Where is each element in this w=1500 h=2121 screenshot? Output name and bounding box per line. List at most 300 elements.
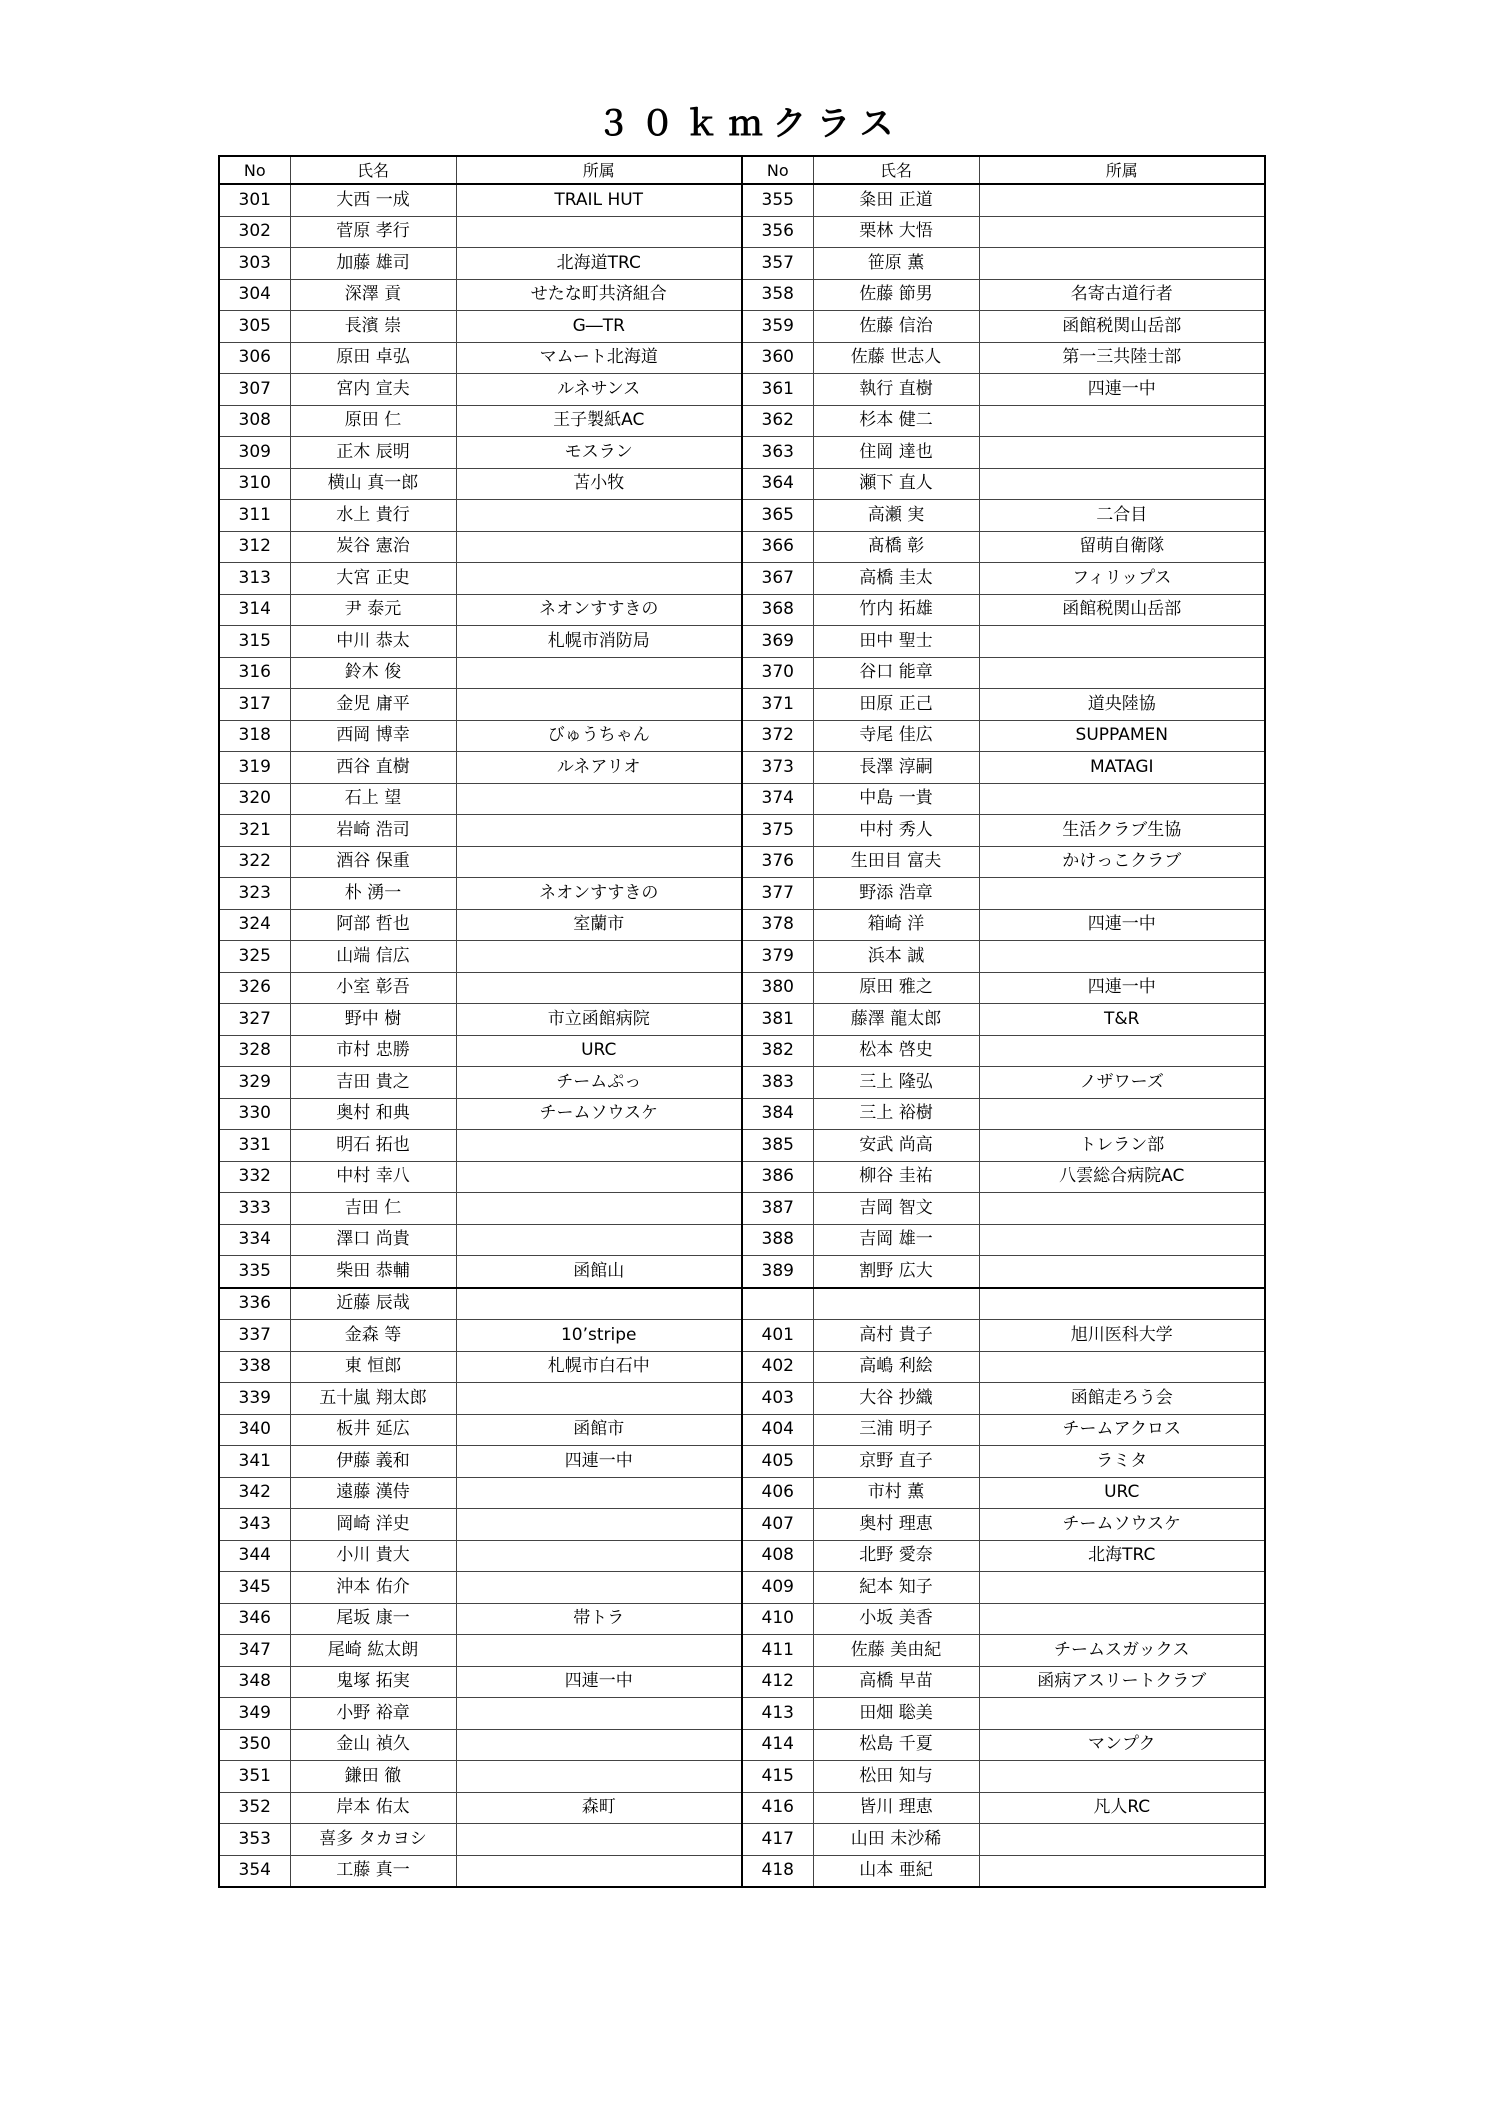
right-name-cell: 中村 秀人: [813, 815, 979, 847]
right-name-cell: 三上 隆弘: [813, 1067, 979, 1099]
right-name-cell: 市村 薫: [813, 1477, 979, 1509]
left-no-cell: 311: [219, 500, 290, 532]
left-affiliation-cell: [456, 1855, 742, 1887]
right-no-cell: 363: [742, 437, 813, 469]
right-name-cell: 高橋 圭太: [813, 563, 979, 595]
left-name-cell: 原田 卓弘: [290, 342, 456, 374]
right-no-cell: 403: [742, 1383, 813, 1415]
right-no-cell: 404: [742, 1414, 813, 1446]
table-row: [219, 374, 1265, 406]
table-row: [219, 1855, 1265, 1887]
left-no-cell: 345: [219, 1572, 290, 1604]
left-no-cell: 330: [219, 1098, 290, 1130]
left-no-cell: 348: [219, 1666, 290, 1698]
right-no-cell: 358: [742, 279, 813, 311]
left-no-cell: 347: [219, 1635, 290, 1667]
table-row: [219, 1098, 1265, 1130]
left-name-cell: 金山 禎久: [290, 1729, 456, 1761]
table-row: [219, 1288, 1265, 1320]
table-row: [219, 1446, 1265, 1478]
left-affiliation-cell: 苫小牧: [456, 468, 742, 500]
left-name-cell: 岩崎 浩司: [290, 815, 456, 847]
left-no-cell: 317: [219, 689, 290, 721]
left-affiliation-cell: [456, 563, 742, 595]
left-affiliation-cell: [456, 1161, 742, 1193]
left-affiliation-cell: [456, 216, 742, 248]
left-no-cell: 332: [219, 1161, 290, 1193]
left-name-cell: 吉田 仁: [290, 1193, 456, 1225]
left-affiliation-cell: マムート北海道: [456, 342, 742, 374]
left-no-cell: 351: [219, 1761, 290, 1793]
entry-table: [218, 155, 1266, 1888]
right-name-cell: 田原 正己: [813, 689, 979, 721]
left-affiliation-cell: [456, 500, 742, 532]
left-affiliation-cell: TRAIL HUT: [456, 184, 742, 216]
right-affiliation-cell: [979, 468, 1265, 500]
table-row: [219, 311, 1265, 343]
table-row: [219, 626, 1265, 658]
left-no-cell: 308: [219, 405, 290, 437]
right-name-cell: 野添 浩章: [813, 878, 979, 910]
right-affiliation-cell: [979, 1824, 1265, 1856]
right-name-cell: 佐藤 信治: [813, 311, 979, 343]
right-no-cell: 374: [742, 783, 813, 815]
left-name-cell: 小室 彰吾: [290, 972, 456, 1004]
right-no-cell: 370: [742, 657, 813, 689]
left-affiliation-cell: ネオンすすきの: [456, 878, 742, 910]
left-no-cell: 313: [219, 563, 290, 595]
left-affiliation-cell: チームソウスケ: [456, 1098, 742, 1130]
left-name-cell: 沖本 佑介: [290, 1572, 456, 1604]
header-affiliation: 所属: [979, 156, 1265, 184]
left-name-cell: 喜多 タカヨシ: [290, 1824, 456, 1856]
right-name-cell: 寺尾 佳広: [813, 720, 979, 752]
left-no-cell: 327: [219, 1004, 290, 1036]
right-name-cell: 竹内 拓雄: [813, 594, 979, 626]
left-no-cell: 323: [219, 878, 290, 910]
right-name-cell: 山田 未沙稀: [813, 1824, 979, 1856]
table-row: [219, 1509, 1265, 1541]
right-name-cell: 皆川 理恵: [813, 1792, 979, 1824]
left-affiliation-cell: [456, 783, 742, 815]
left-affiliation-cell: [456, 1130, 742, 1162]
table-row: [219, 405, 1265, 437]
right-name-cell: 小坂 美香: [813, 1603, 979, 1635]
right-name-cell: 三浦 明子: [813, 1414, 979, 1446]
left-name-cell: 工藤 真一: [290, 1855, 456, 1887]
right-no-cell: 386: [742, 1161, 813, 1193]
table-row: [219, 815, 1265, 847]
left-affiliation-cell: 王子製紙AC: [456, 405, 742, 437]
right-no-cell: 413: [742, 1698, 813, 1730]
left-affiliation-cell: [456, 1193, 742, 1225]
right-name-cell: 奥村 理恵: [813, 1509, 979, 1541]
left-no-cell: 341: [219, 1446, 290, 1478]
right-no-cell: 356: [742, 216, 813, 248]
right-affiliation-cell: 北海TRC: [979, 1540, 1265, 1572]
left-affiliation-cell: 四連一中: [456, 1446, 742, 1478]
left-name-cell: 小野 裕章: [290, 1698, 456, 1730]
header-no: No: [742, 156, 813, 184]
right-affiliation-cell: [979, 1698, 1265, 1730]
table-row: [219, 972, 1265, 1004]
right-name-cell: 瀬下 直人: [813, 468, 979, 500]
left-affiliation-cell: [456, 1383, 742, 1415]
right-no-cell: 409: [742, 1572, 813, 1604]
left-no-cell: 319: [219, 752, 290, 784]
right-name-cell: 高橋 早苗: [813, 1666, 979, 1698]
page-title: ３０ｋｍクラス: [596, 104, 904, 144]
left-affiliation-cell: [456, 1224, 742, 1256]
right-affiliation-cell: 二合目: [979, 500, 1265, 532]
header-name: 氏名: [290, 156, 456, 184]
right-no-cell: 367: [742, 563, 813, 595]
left-no-cell: 304: [219, 279, 290, 311]
table-row: [219, 1320, 1265, 1352]
right-no-cell: 385: [742, 1130, 813, 1162]
left-no-cell: 335: [219, 1256, 290, 1288]
right-no-cell: 379: [742, 941, 813, 973]
right-name-cell: 谷口 能章: [813, 657, 979, 689]
right-no-cell: 369: [742, 626, 813, 658]
left-affiliation-cell: [456, 1509, 742, 1541]
left-affiliation-cell: [456, 531, 742, 563]
right-no-cell: 364: [742, 468, 813, 500]
right-name-cell: 田畑 聡美: [813, 1698, 979, 1730]
right-affiliation-cell: [979, 405, 1265, 437]
left-no-cell: 353: [219, 1824, 290, 1856]
right-affiliation-cell: MATAGI: [979, 752, 1265, 784]
left-name-cell: 山端 信広: [290, 941, 456, 973]
left-affiliation-cell: [456, 815, 742, 847]
table-row: [219, 783, 1265, 815]
table-row: [219, 878, 1265, 910]
right-no-cell: 387: [742, 1193, 813, 1225]
left-no-cell: 338: [219, 1351, 290, 1383]
right-affiliation-cell: [979, 1603, 1265, 1635]
right-no-cell: 405: [742, 1446, 813, 1478]
right-affiliation-cell: [979, 878, 1265, 910]
right-name-cell: 佐藤 世志人: [813, 342, 979, 374]
left-no-cell: 339: [219, 1383, 290, 1415]
table-row: [219, 1224, 1265, 1256]
right-affiliation-cell: T&R: [979, 1004, 1265, 1036]
right-affiliation-cell: トレラン部: [979, 1130, 1265, 1162]
table-row: [219, 1130, 1265, 1162]
right-name-cell: 北野 愛奈: [813, 1540, 979, 1572]
right-no-cell: 371: [742, 689, 813, 721]
left-no-cell: 307: [219, 374, 290, 406]
left-affiliation-cell: チームぷっ: [456, 1067, 742, 1099]
right-affiliation-cell: チームアクロス: [979, 1414, 1265, 1446]
left-name-cell: 金森 等: [290, 1320, 456, 1352]
right-no-cell: 408: [742, 1540, 813, 1572]
right-name-cell: 三上 裕樹: [813, 1098, 979, 1130]
right-no-cell: 384: [742, 1098, 813, 1130]
left-affiliation-cell: モスラン: [456, 437, 742, 469]
right-affiliation-cell: [979, 1572, 1265, 1604]
left-no-cell: 301: [219, 184, 290, 216]
right-no-cell: 383: [742, 1067, 813, 1099]
left-name-cell: 尾崎 紘太朗: [290, 1635, 456, 1667]
right-no-cell: 373: [742, 752, 813, 784]
right-name-cell: 松島 千夏: [813, 1729, 979, 1761]
right-affiliation-cell: [979, 437, 1265, 469]
left-no-cell: 310: [219, 468, 290, 500]
left-no-cell: 329: [219, 1067, 290, 1099]
right-name-cell: 大谷 抄織: [813, 1383, 979, 1415]
left-name-cell: 阿部 哲也: [290, 909, 456, 941]
table-row: [219, 752, 1265, 784]
right-affiliation-cell: マンプク: [979, 1729, 1265, 1761]
right-affiliation-cell: [979, 248, 1265, 280]
left-affiliation-cell: 市立函館病院: [456, 1004, 742, 1036]
left-affiliation-cell: [456, 1761, 742, 1793]
left-no-cell: 352: [219, 1792, 290, 1824]
header-name: 氏名: [813, 156, 979, 184]
table-row: [219, 720, 1265, 752]
right-no-cell: 377: [742, 878, 813, 910]
right-affiliation-cell: [979, 1224, 1265, 1256]
right-no-cell: [742, 1288, 813, 1320]
right-no-cell: 360: [742, 342, 813, 374]
left-affiliation-cell: [456, 689, 742, 721]
right-no-cell: 407: [742, 1509, 813, 1541]
right-no-cell: 416: [742, 1792, 813, 1824]
left-no-cell: 303: [219, 248, 290, 280]
left-name-cell: 鎌田 徹: [290, 1761, 456, 1793]
right-affiliation-cell: SUPPAMEN: [979, 720, 1265, 752]
right-no-cell: 376: [742, 846, 813, 878]
right-no-cell: 375: [742, 815, 813, 847]
table-row: [219, 1477, 1265, 1509]
right-affiliation-cell: 八雲総合病院AC: [979, 1161, 1265, 1193]
table-row: [219, 1729, 1265, 1761]
table-row: [219, 248, 1265, 280]
left-affiliation-cell: [456, 1698, 742, 1730]
table-row: [219, 1256, 1265, 1288]
table-row: [219, 1761, 1265, 1793]
left-no-cell: 333: [219, 1193, 290, 1225]
right-affiliation-cell: チームスガックス: [979, 1635, 1265, 1667]
left-no-cell: 309: [219, 437, 290, 469]
left-no-cell: 328: [219, 1035, 290, 1067]
right-affiliation-cell: 名寄古道行者: [979, 279, 1265, 311]
right-name-cell: 高嶋 利絵: [813, 1351, 979, 1383]
left-affiliation-cell: びゅうちゃん: [456, 720, 742, 752]
table-row: [219, 846, 1265, 878]
left-no-cell: 316: [219, 657, 290, 689]
table-row: [219, 689, 1265, 721]
left-affiliation-cell: 函館市: [456, 1414, 742, 1446]
left-no-cell: 321: [219, 815, 290, 847]
right-no-cell: 388: [742, 1224, 813, 1256]
right-name-cell: 京野 直子: [813, 1446, 979, 1478]
left-name-cell: 遠藤 漢侍: [290, 1477, 456, 1509]
left-name-cell: 深澤 貢: [290, 279, 456, 311]
table-row: [219, 1193, 1265, 1225]
right-name-cell: 栗林 大悟: [813, 216, 979, 248]
right-affiliation-cell: [979, 1035, 1265, 1067]
right-name-cell: 柳谷 圭祐: [813, 1161, 979, 1193]
table-row: [219, 1035, 1265, 1067]
right-affiliation-cell: [979, 941, 1265, 973]
left-no-cell: 349: [219, 1698, 290, 1730]
left-affiliation-cell: 室蘭市: [456, 909, 742, 941]
left-no-cell: 305: [219, 311, 290, 343]
right-no-cell: 389: [742, 1256, 813, 1288]
left-name-cell: 明石 拓也: [290, 1130, 456, 1162]
right-name-cell: 原田 雅之: [813, 972, 979, 1004]
right-affiliation-cell: かけっこクラブ: [979, 846, 1265, 878]
left-name-cell: 炭谷 憲治: [290, 531, 456, 563]
table-row: [219, 1004, 1265, 1036]
right-affiliation-cell: 四連一中: [979, 374, 1265, 406]
left-no-cell: 331: [219, 1130, 290, 1162]
left-name-cell: 小川 貴大: [290, 1540, 456, 1572]
right-affiliation-cell: 四連一中: [979, 909, 1265, 941]
left-name-cell: 加藤 雄司: [290, 248, 456, 280]
table-row: [219, 1540, 1265, 1572]
left-no-cell: 343: [219, 1509, 290, 1541]
left-name-cell: 朴 湧一: [290, 878, 456, 910]
left-name-cell: 吉田 貴之: [290, 1067, 456, 1099]
left-no-cell: 344: [219, 1540, 290, 1572]
right-no-cell: 410: [742, 1603, 813, 1635]
right-no-cell: 357: [742, 248, 813, 280]
left-affiliation-cell: 函館山: [456, 1256, 742, 1288]
right-affiliation-cell: [979, 1761, 1265, 1793]
left-name-cell: 菅原 孝行: [290, 216, 456, 248]
right-affiliation-cell: [979, 216, 1265, 248]
table-row: [219, 909, 1265, 941]
left-name-cell: 大西 一成: [290, 184, 456, 216]
left-name-cell: 野中 樹: [290, 1004, 456, 1036]
right-no-cell: 380: [742, 972, 813, 1004]
right-no-cell: 402: [742, 1351, 813, 1383]
right-affiliation-cell: 道央陸協: [979, 689, 1265, 721]
right-no-cell: 411: [742, 1635, 813, 1667]
left-name-cell: 伊藤 義和: [290, 1446, 456, 1478]
left-no-cell: 314: [219, 594, 290, 626]
header-affiliation: 所属: [456, 156, 742, 184]
right-name-cell: 高村 貴子: [813, 1320, 979, 1352]
left-affiliation-cell: [456, 1729, 742, 1761]
right-affiliation-cell: [979, 1288, 1265, 1320]
table-row: [219, 1067, 1265, 1099]
right-affiliation-cell: [979, 1351, 1265, 1383]
right-affiliation-cell: チームソウスケ: [979, 1509, 1265, 1541]
table-row: [219, 279, 1265, 311]
table-row: [219, 563, 1265, 595]
table-header-row: [219, 156, 1265, 184]
right-affiliation-cell: [979, 626, 1265, 658]
right-name-cell: 紀本 知子: [813, 1572, 979, 1604]
left-name-cell: 水上 貴行: [290, 500, 456, 532]
right-no-cell: 412: [742, 1666, 813, 1698]
right-affiliation-cell: [979, 184, 1265, 216]
right-no-cell: 355: [742, 184, 813, 216]
left-no-cell: 320: [219, 783, 290, 815]
right-name-cell: 箱崎 洋: [813, 909, 979, 941]
right-name-cell: 吉岡 雄一: [813, 1224, 979, 1256]
right-no-cell: 417: [742, 1824, 813, 1856]
left-affiliation-cell: ルネアリオ: [456, 752, 742, 784]
left-name-cell: 鬼塚 拓実: [290, 1666, 456, 1698]
right-name-cell: 松田 知与: [813, 1761, 979, 1793]
table-row: [219, 1792, 1265, 1824]
left-name-cell: 石上 望: [290, 783, 456, 815]
table-row: [219, 1383, 1265, 1415]
left-name-cell: 尹 泰元: [290, 594, 456, 626]
left-no-cell: 318: [219, 720, 290, 752]
left-no-cell: 336: [219, 1288, 290, 1320]
right-no-cell: 414: [742, 1729, 813, 1761]
right-affiliation-cell: ラミタ: [979, 1446, 1265, 1478]
left-affiliation-cell: [456, 1288, 742, 1320]
left-name-cell: 西岡 博幸: [290, 720, 456, 752]
right-affiliation-cell: 第一三共陸士部: [979, 342, 1265, 374]
left-affiliation-cell: [456, 657, 742, 689]
right-affiliation-cell: 留萌自衛隊: [979, 531, 1265, 563]
left-affiliation-cell: [456, 941, 742, 973]
table-row: [219, 1603, 1265, 1635]
right-no-cell: 365: [742, 500, 813, 532]
table-row: [219, 1351, 1265, 1383]
right-affiliation-cell: [979, 1855, 1265, 1887]
table-row: [219, 1666, 1265, 1698]
right-name-cell: 浜本 誠: [813, 941, 979, 973]
left-name-cell: 澤口 尚貴: [290, 1224, 456, 1256]
left-no-cell: 325: [219, 941, 290, 973]
left-no-cell: 315: [219, 626, 290, 658]
table-row: [219, 1824, 1265, 1856]
left-no-cell: 354: [219, 1855, 290, 1887]
right-name-cell: 生田目 富夫: [813, 846, 979, 878]
right-affiliation-cell: URC: [979, 1477, 1265, 1509]
right-name-cell: 吉岡 智文: [813, 1193, 979, 1225]
table-row: [219, 531, 1265, 563]
left-affiliation-cell: 10’stripe: [456, 1320, 742, 1352]
right-name-cell: 杉本 健二: [813, 405, 979, 437]
right-name-cell: 山本 亜紀: [813, 1855, 979, 1887]
right-name-cell: 佐藤 節男: [813, 279, 979, 311]
right-affiliation-cell: フィリップス: [979, 563, 1265, 595]
right-name-cell: 佐藤 美由紀: [813, 1635, 979, 1667]
right-no-cell: 415: [742, 1761, 813, 1793]
left-affiliation-cell: 札幌市消防局: [456, 626, 742, 658]
left-name-cell: 尾坂 康一: [290, 1603, 456, 1635]
left-name-cell: 長濱 崇: [290, 311, 456, 343]
right-name-cell: 長澤 淳嗣: [813, 752, 979, 784]
left-name-cell: 岡崎 洋史: [290, 1509, 456, 1541]
right-name-cell: 田中 聖士: [813, 626, 979, 658]
right-name-cell: 髙橋 彰: [813, 531, 979, 563]
right-no-cell: 401: [742, 1320, 813, 1352]
left-name-cell: 西谷 直樹: [290, 752, 456, 784]
table-row: [219, 1698, 1265, 1730]
left-no-cell: 302: [219, 216, 290, 248]
right-affiliation-cell: 四連一中: [979, 972, 1265, 1004]
left-affiliation-cell: URC: [456, 1035, 742, 1067]
left-affiliation-cell: G―TR: [456, 311, 742, 343]
right-no-cell: 418: [742, 1855, 813, 1887]
left-no-cell: 326: [219, 972, 290, 1004]
right-no-cell: 368: [742, 594, 813, 626]
left-name-cell: 横山 真一郎: [290, 468, 456, 500]
right-name-cell: 割野 広大: [813, 1256, 979, 1288]
right-affiliation-cell: 凡人RC: [979, 1792, 1265, 1824]
